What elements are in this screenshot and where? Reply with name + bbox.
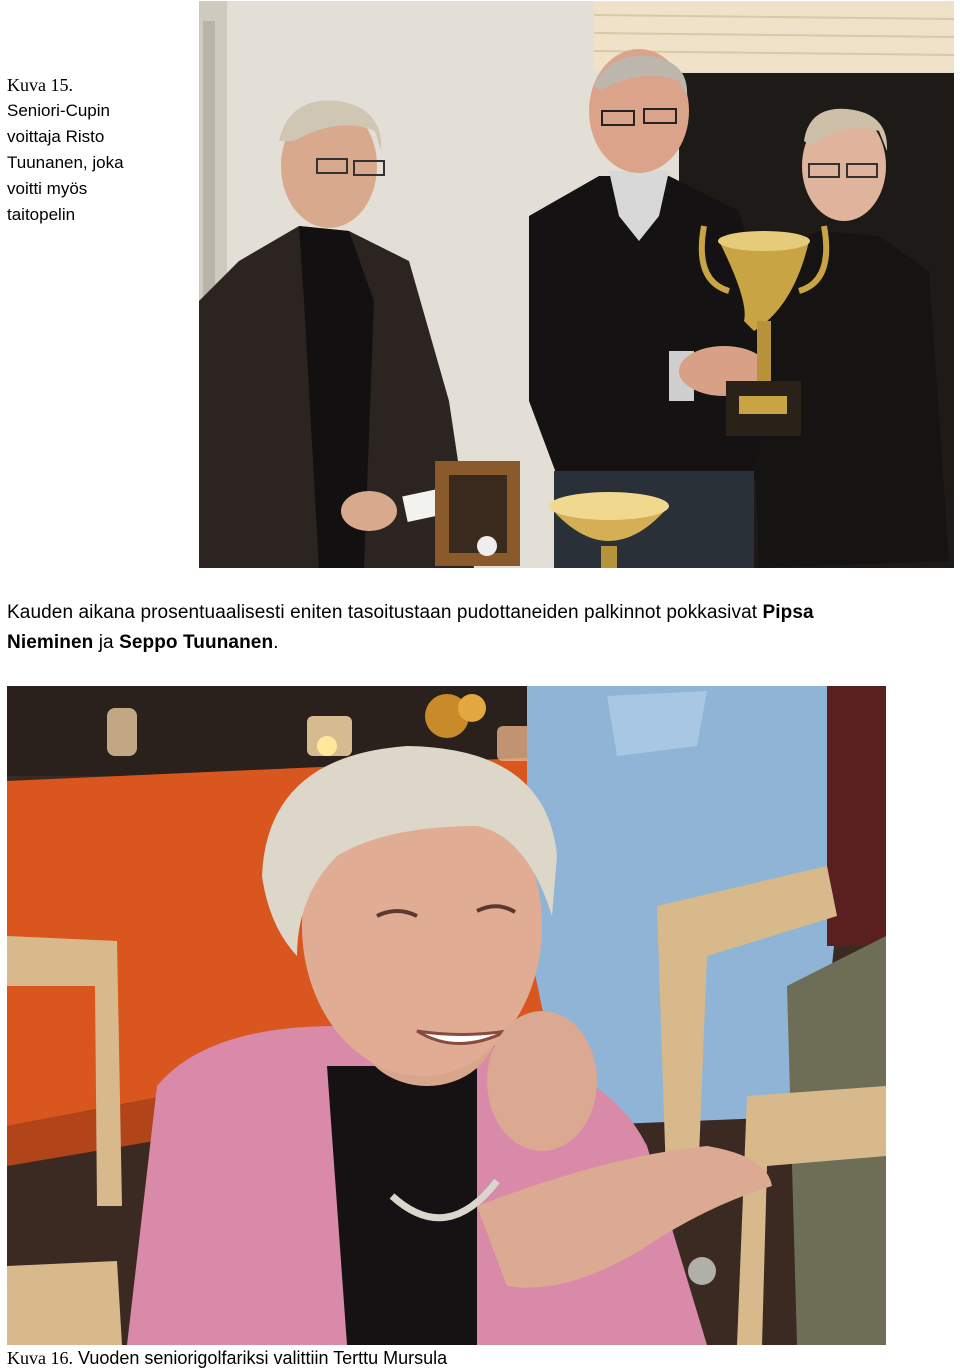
paragraph-text: Kauden aikana prosentuaalisesti eniten tasoitustaan pudottaneiden palkinnot pokkasivat — [7, 602, 763, 623]
caption-line: voitti myös — [7, 179, 88, 198]
caption-kuva-16 — [7, 1346, 957, 1370]
name-pipsa: Pipsa — [762, 602, 814, 623]
name-seppo-tuunanen: Seppo Tuunanen — [119, 632, 274, 653]
caption-line: Seniori-Cupin — [7, 101, 110, 120]
caption-line: taitopelin — [7, 205, 76, 224]
caption-number: Kuva 16. — [7, 1348, 73, 1368]
photo-trophy-presentation — [199, 1, 954, 568]
paragraph-period: . — [273, 632, 279, 653]
body-paragraph — [7, 598, 952, 658]
caption-line: Tuunanen, joka — [7, 153, 124, 172]
paragraph-conjunction: ja — [93, 632, 120, 653]
caption-number: Kuva 15. — [7, 75, 73, 95]
caption-line: voittaja Risto — [7, 127, 105, 146]
photo-senior-golfer — [7, 686, 886, 1345]
caption-text: Vuoden seniorigolfariksi valittiin Terttu Mursula — [73, 1348, 448, 1368]
caption-kuva-15 — [7, 72, 197, 228]
name-nieminen: Nieminen — [7, 632, 94, 653]
